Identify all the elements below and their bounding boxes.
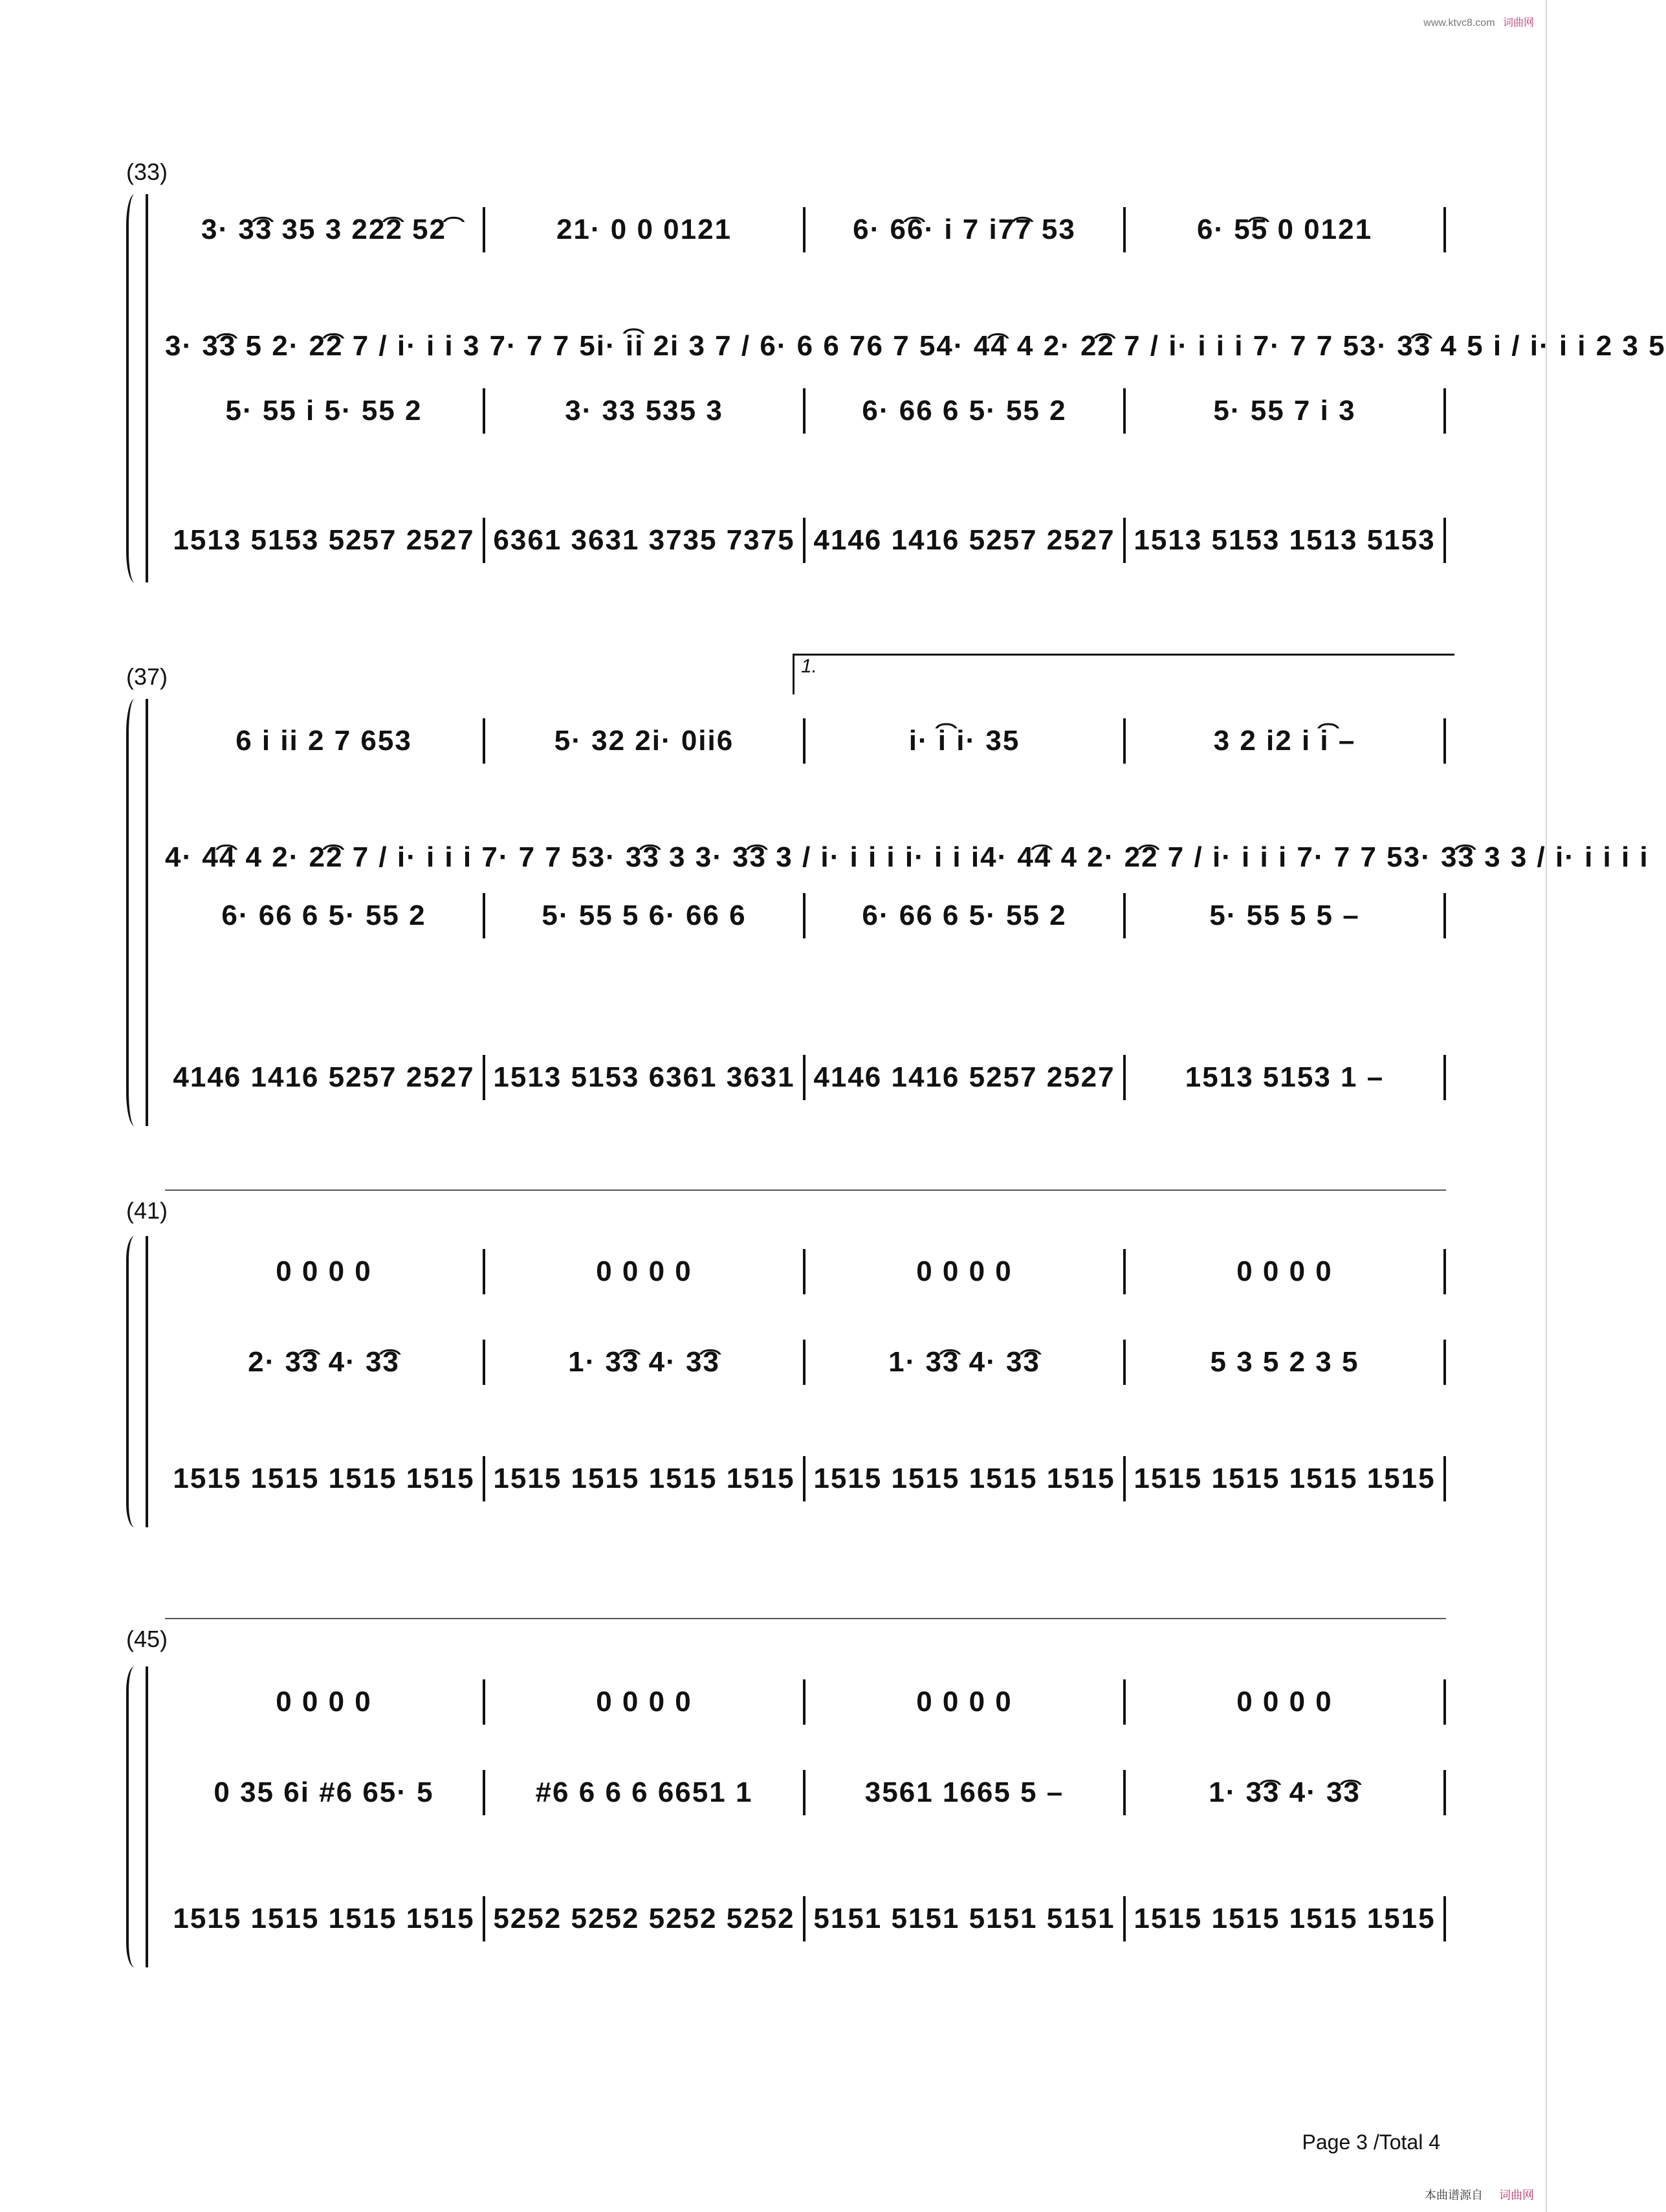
- score-system-3: [126, 1236, 1446, 1527]
- measure: 5· 55 5 6· 66 6: [485, 893, 806, 938]
- staff-row-inner: [165, 893, 1446, 938]
- measure: 6361 3631 3735 7375: [485, 518, 806, 563]
- measure: 4146 1416 5257 2527: [165, 1055, 485, 1100]
- system-barline: [146, 1236, 148, 1527]
- measure: 1515 1515 1515 1515: [806, 1456, 1126, 1501]
- staff-row-chords: [165, 822, 1649, 893]
- system-brace: [126, 194, 143, 582]
- system-barline: [146, 1666, 148, 1967]
- measure: 1· 3͡3 4· 3͡3: [485, 1340, 806, 1385]
- measure: 4146 1416 5257 2527: [806, 518, 1126, 563]
- measure: 5· 32 2i· 0ii6: [485, 718, 806, 764]
- measure: 1515 1515 1515 1515: [165, 1896, 485, 1941]
- measure: 3· 3͡3 35 3 22͡2 52͡: [165, 207, 485, 252]
- system-barline: [146, 699, 148, 1126]
- measure: 21· 0 0 0121: [485, 207, 806, 252]
- score-system-2: [126, 699, 1649, 1126]
- measure: 5· 55 7 i 3: [1126, 388, 1446, 434]
- measure: 6· 66 6 5· 55 2: [806, 893, 1126, 938]
- measure: 2· 3͡3 4· 3͡3: [165, 1340, 485, 1385]
- measure: 1513 5153 6361 3631: [485, 1055, 806, 1100]
- staff-row-bass: [165, 518, 1446, 563]
- measure: 4· 4͡4 4 2· 2͡2 7 / i· i i i 7· 7 7 5: [165, 841, 589, 873]
- measure: 3 2 i2 i i͡ –: [1126, 718, 1446, 764]
- staff-row-bass: [165, 1055, 1446, 1100]
- measure: 0 0 0 0: [806, 1249, 1126, 1294]
- measure: i· i͡ i· 35: [806, 718, 1126, 764]
- measure: 1515 1515 1515 1515: [1126, 1456, 1446, 1501]
- system-barline: [146, 194, 148, 582]
- staff-row-melody: [165, 1249, 1446, 1294]
- measure: 4· 4͡4 4 2· 2͡2 7 / i· i i i 7· 7 7 5: [980, 841, 1404, 873]
- measure: 5 3 5 2 3 5: [1126, 1340, 1446, 1385]
- measure: 0 0 0 0: [165, 1679, 485, 1725]
- staff-row-melody: [165, 207, 1446, 252]
- staff-row-bass: [165, 1456, 1446, 1501]
- header-watermark: [1423, 14, 1534, 29]
- system-brace: [126, 699, 143, 1126]
- system-brace: [126, 1236, 143, 1527]
- measure: 1515 1515 1515 1515: [1126, 1896, 1446, 1941]
- header-brand: 词曲网: [1502, 17, 1534, 28]
- header-site: www.ktvc8.com: [1423, 17, 1495, 28]
- staff-row-chords: [165, 311, 1666, 382]
- measure: 1· 3͡3 4· 3͡3: [1126, 1770, 1446, 1815]
- staff-row-melody: [165, 718, 1446, 764]
- system-separator: [165, 1189, 1446, 1191]
- measure: 3· 33 535 3: [485, 388, 806, 434]
- score-system-1: [126, 194, 1666, 582]
- measure: 0 0 0 0: [165, 1249, 485, 1294]
- measure: 6· 5͡5 0 0121: [1126, 207, 1446, 252]
- measure: 1513 5153 1 –: [1126, 1055, 1446, 1100]
- staff-row-inner: [165, 1340, 1446, 1385]
- measure: 6· 66 6 5· 55 2: [165, 893, 485, 938]
- staff-row-inner: [165, 1770, 1446, 1815]
- measure: 6· 6͡6· i 7 i7͡7 53: [806, 207, 1126, 252]
- measure: 0 0 0 0: [1126, 1679, 1446, 1725]
- measure: 1513 5153 5257 2527: [165, 518, 485, 563]
- measure: 4146 1416 5257 2527: [806, 1055, 1126, 1100]
- measure: 3561 1665 5 –: [806, 1770, 1126, 1815]
- measure: 5151 5151 5151 5151: [806, 1896, 1126, 1941]
- measure: 3· 3͡3 4 5 i / i· i i 2 3 5: [1359, 330, 1666, 362]
- measure-number: (33): [126, 159, 168, 185]
- measure: 0 0 0 0: [1126, 1249, 1446, 1294]
- system-separator: [165, 1618, 1446, 1619]
- measure: 1515 1515 1515 1515: [165, 1456, 485, 1501]
- measure: 1513 5153 1513 5153: [1126, 518, 1446, 563]
- system-brace: [126, 1666, 143, 1967]
- measure-number: (37): [126, 663, 168, 690]
- staff-row-inner: [165, 388, 1446, 434]
- footer-credit-left: 本曲谱源自: [1424, 2189, 1483, 2202]
- measure-number: (45): [126, 1626, 168, 1652]
- measure: 0 35 6i #6 65· 5: [165, 1770, 485, 1815]
- measure: 5252 5252 5252 5252: [485, 1896, 806, 1941]
- measure: 3· 3͡3 3 3· 3͡3 3 / i· i i i i· i i i: [588, 841, 981, 873]
- measure: 6· 66 6 5· 55 2: [806, 388, 1126, 434]
- footer-credit-brand: 词曲网: [1499, 2189, 1534, 2202]
- volta-label: 1.: [801, 656, 818, 677]
- measure: 0 0 0 0: [806, 1679, 1126, 1725]
- measure: 1· 3͡3 4· 3͡3: [806, 1340, 1126, 1385]
- measure: 0 0 0 0: [485, 1249, 806, 1294]
- volta-bracket: [793, 654, 1454, 694]
- measure: 4· 4͡4 4 2· 2͡2 7 / i· i i i 7· 7 7 5: [936, 330, 1360, 362]
- staff-row-melody: [165, 1679, 1446, 1725]
- measure: 0 0 0 0: [485, 1679, 806, 1725]
- footer-credit: [1425, 2186, 1534, 2203]
- measure: i· i͡i 2i 3 7 / 6· 6 6 76 7 5: [596, 330, 937, 362]
- measure: 6 i ii 2 7 653: [165, 718, 485, 764]
- measure: 1515 1515 1515 1515: [485, 1456, 806, 1501]
- staff-row-bass: [165, 1896, 1446, 1941]
- page-number: Page 3 /Total 4: [1302, 2130, 1440, 2154]
- score-system-4: [126, 1666, 1446, 1967]
- measure: 3· 3͡3 5 2· 2͡2 7 / i· i i 3 7· 7 7 5: [165, 330, 597, 362]
- measure: 5· 55 i 5· 55 2: [165, 388, 485, 434]
- measure: 5· 55 5 5 –: [1126, 893, 1446, 938]
- measure: #6 6 6 6 6651 1: [485, 1770, 806, 1815]
- measure: 3· 3͡3 3 3 / i· i i i i: [1403, 841, 1649, 873]
- measure-number: (41): [126, 1197, 168, 1224]
